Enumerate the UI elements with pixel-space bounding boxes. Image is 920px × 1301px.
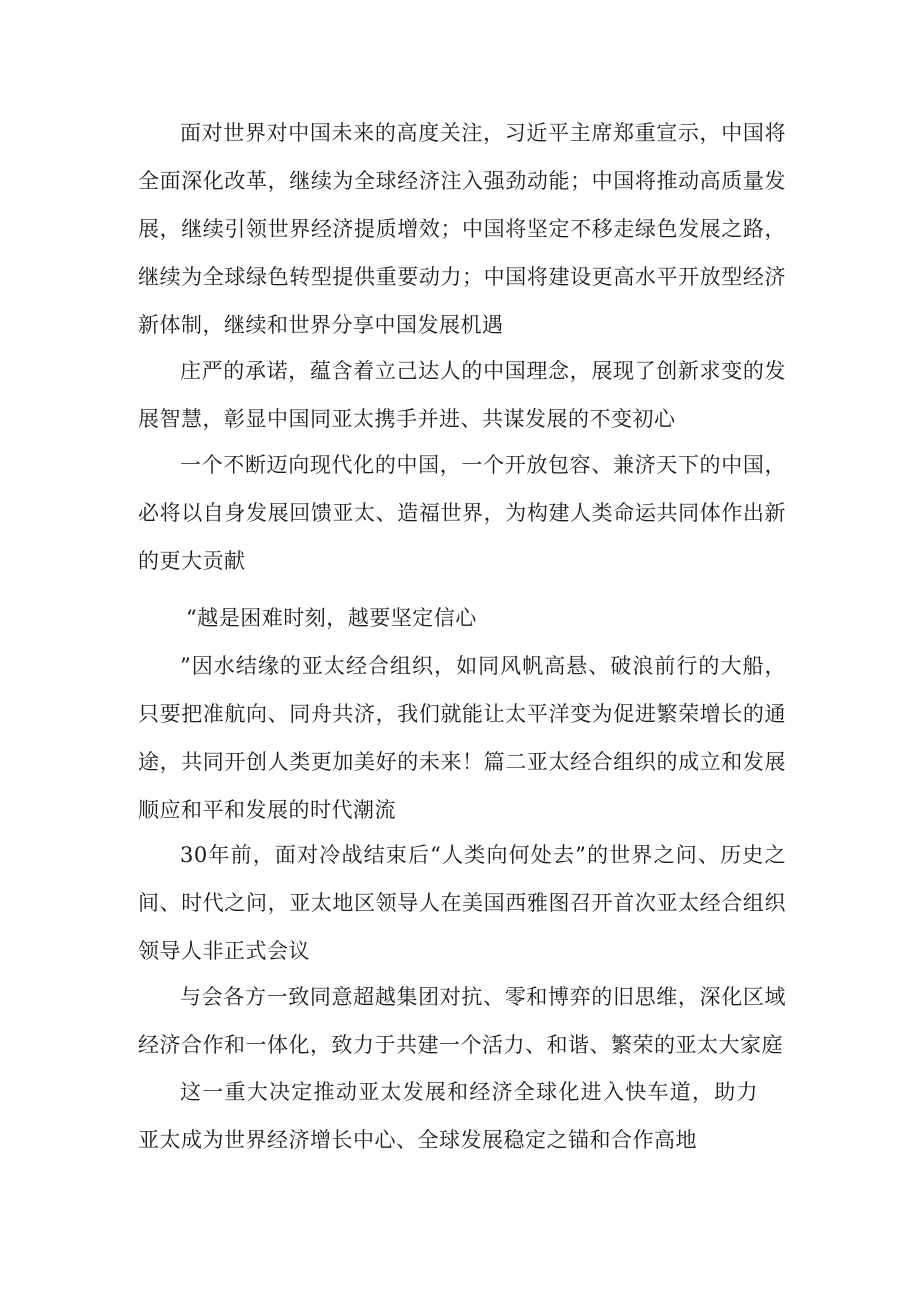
paragraph-8: 这一重大决定推动亚太发展和经济全球化进入快车道，助力亚太成为世界经济增长中心、全球发展稳定之锚和合作高地 bbox=[138, 1080, 758, 1152]
paragraph-3: 一个不断迈向现代化的中国，一个开放包容、兼济天下的中国，必将以自身发展回馈亚太、造福世界，为构建人类命运共同体作出新的更大贡献 bbox=[138, 453, 786, 573]
paragraph-5: ”因水结缘的亚太经合组织，如同风帆高悬、破浪前行的大船，只要把准航向、同舟共济，我们就能让太平洋变为促进繁荣增长的通途，共同开创人类更加美好的未来！篇二亚太经合组织的成立和发展顺应和平和发展的时代潮流 bbox=[138, 654, 786, 822]
paragraph-4-quote-open: “越是困难时刻，越要坚定信心 bbox=[186, 606, 477, 630]
paragraph-2: 庄严的承诺，蕴含着立己达人的中国理念，展现了创新求变的发展智慧，彰显中国同亚太携手并进、共谋发展的不变初心 bbox=[138, 359, 786, 431]
paragraph-6: 30年前，面对冷战结束后“人类向何处去”的世界之问、历史之间、时代之问，亚太地区领导人在美国西雅图召开首次亚太经合组织领导人非正式会议 bbox=[138, 843, 786, 963]
paragraph-1: 面对世界对中国未来的高度关注，习近平主席郑重宣示，中国将全面深化改革，继续为全球经济注入强劲动能；中国将推动高质量发展，继续引领世界经济提质增效；中国将坚定不移走绿色发展之路，继续为全球绿色转型提供重要动力；中国将建设更高水平开放型经济新体制，继续和世界分享中国发展机遇 bbox=[138, 121, 786, 337]
paragraph-7: 与会各方一致同意超越集团对抗、零和博弈的旧思维，深化区域经济合作和一体化，致力于共建一个活力、和谐、繁荣的亚太大家庭 bbox=[138, 985, 786, 1057]
